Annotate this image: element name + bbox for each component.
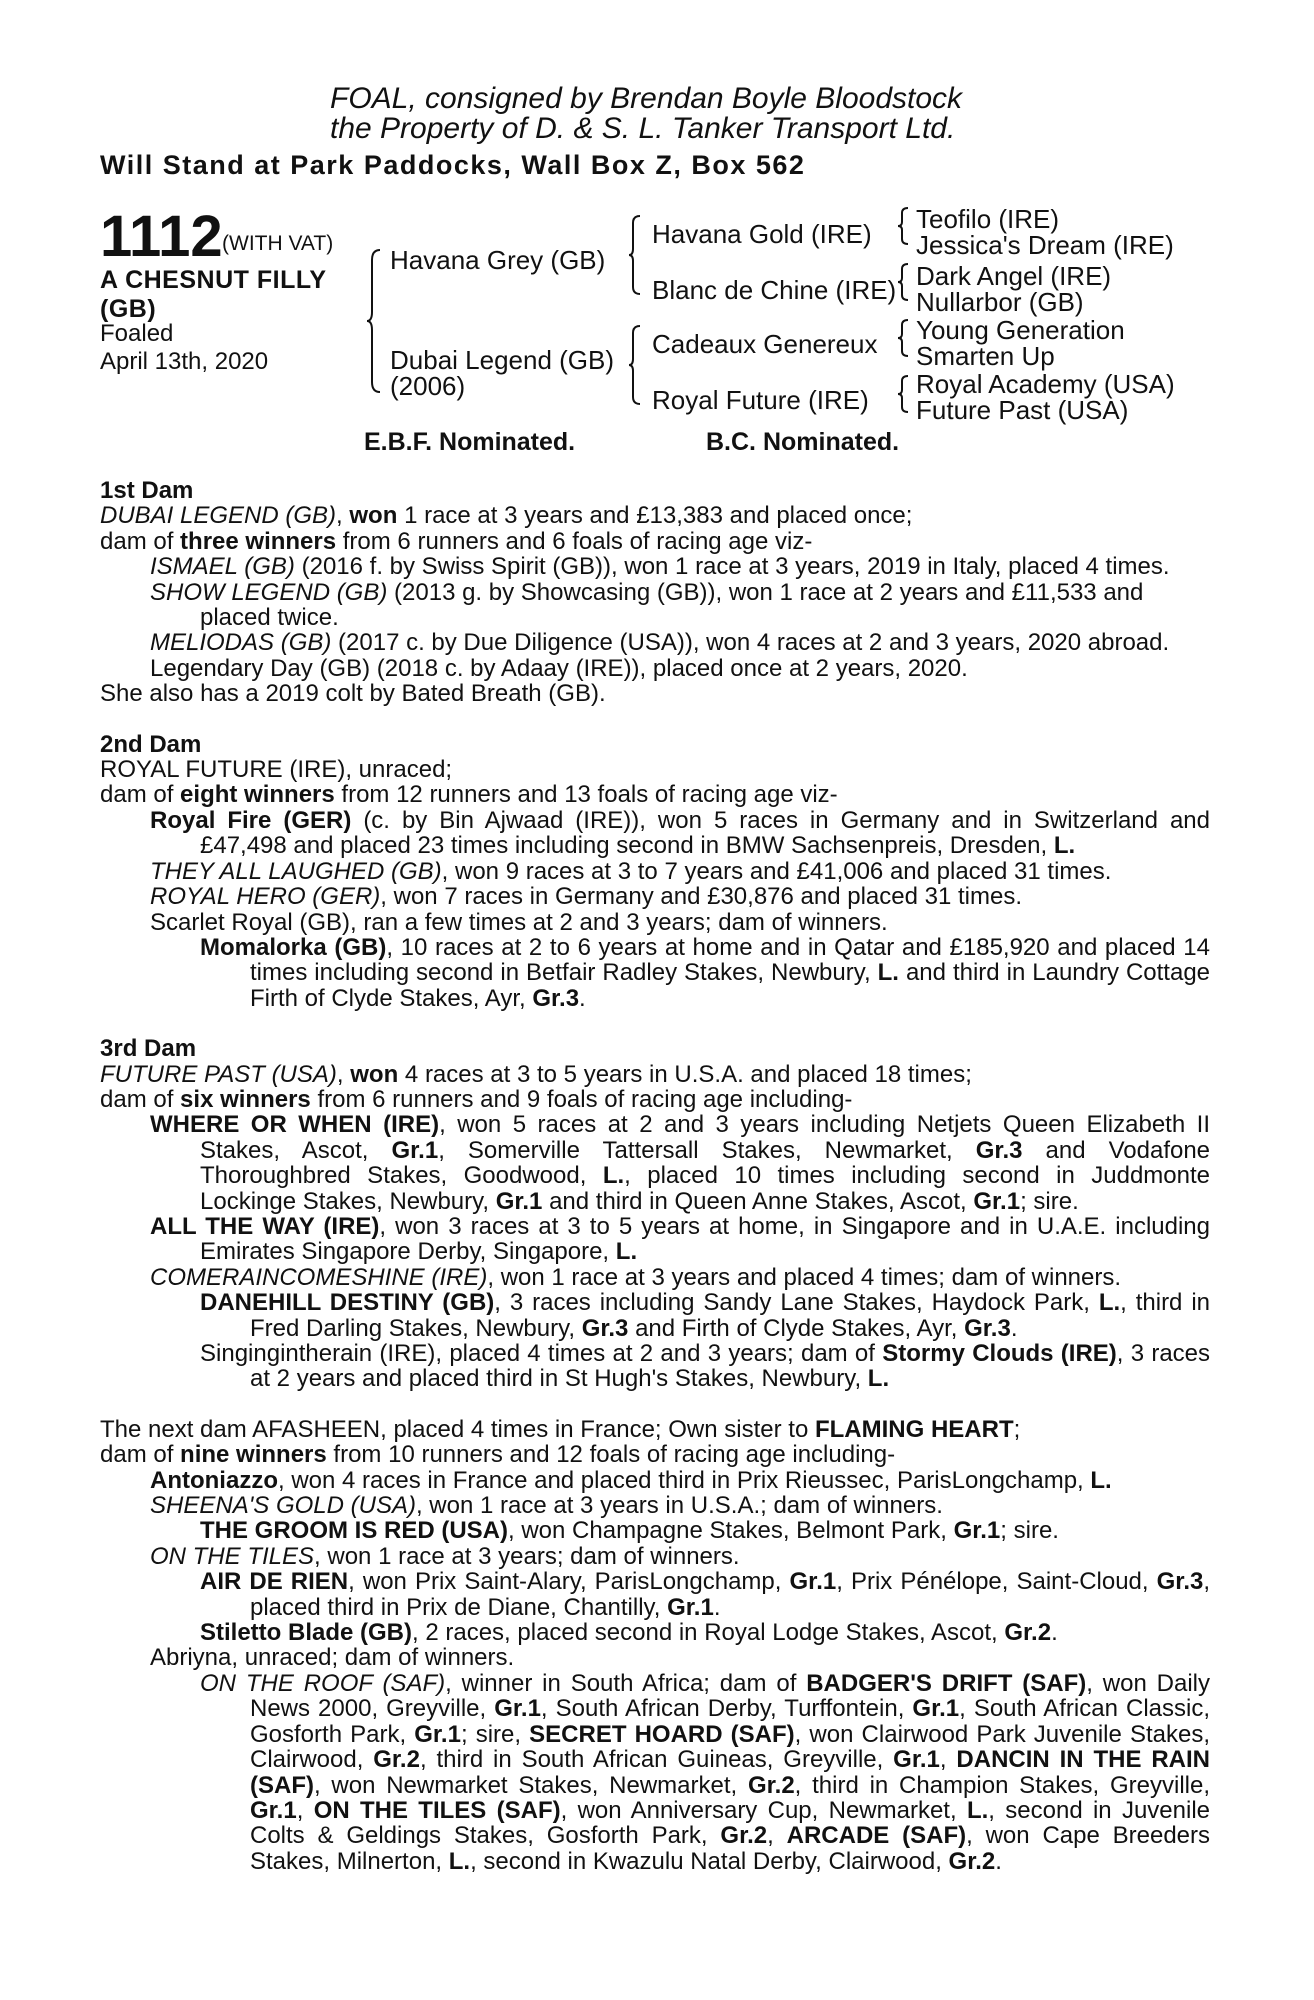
dam-dam: Royal Future (IRE) — [652, 385, 869, 415]
second-dam-line: ROYAL FUTURE (IRE), unraced; — [100, 756, 453, 784]
foal-date: April 13th, 2020 — [100, 348, 269, 375]
sire-sire-sire: Teofilo (IRE) — [916, 204, 1060, 234]
sire: Havana Grey (GB) — [390, 245, 606, 275]
first-dam-produce-summary: dam of three winners from 6 runners and 6 foals of racing age viz- — [100, 527, 813, 555]
produce-entry: Singingintherain (IRE), placed 4 times at 2 and 3 years; dam of Stormy Clouds (IRE), 3 races at 2 years and placed third in St Hugh's Stakes, Newbury, L. — [200, 1340, 1211, 1393]
produce-entry: DANEHILL DESTINY (GB), 3 races including Sandy Lane Stakes, Haydock Park, L., third in Fred Darling Stakes, Newbury, Gr.3 and Firth of Clyde Stakes, Ayr, Gr.3. — [200, 1289, 1210, 1342]
dam-sire-dam: Smarten Up — [916, 341, 1055, 371]
vat-note: (WITH VAT) — [222, 232, 334, 255]
next-dam-produce-summary: dam of nine winners from 10 runners and 12 foals of racing age including- — [100, 1441, 896, 1469]
pedigree-brace-ss — [897, 206, 911, 246]
produce-entry: Royal Fire (GER) (c. by Bin Ajwaad (IRE)), won 5 races in Germany and in Switzerland and £47,498 and placed 23 times including second in BMW Sachsenpreis, Dresden, L. — [150, 806, 1211, 860]
produce-entry: ON THE TILES, won 1 race at 3 years; dam of winners. — [150, 1542, 740, 1570]
foaled-label: Foaled — [100, 320, 174, 347]
produce-entry: AIR DE RIEN, won Prix Saint-Alary, ParisLongchamp, Gr.1, Prix Pénélope, Saint-Cloud, Gr.3, placed third in Prix de Diane, Chantilly, Gr.1. — [200, 1568, 1211, 1621]
produce-entry: THE GROOM IS RED (USA), won Champagne Stakes, Belmont Park, Gr.1; sire. — [200, 1517, 1059, 1545]
dam-sire-sire: Young Generation — [916, 315, 1125, 345]
pedigree-brace-sd — [897, 262, 911, 302]
produce-entry: Momalorka (GB), 10 races at 2 to 6 years at home and in Qatar and £185,920 and placed 14 times including second in Betfair Radley Stakes, Newbury, L. and third in Laundry Cottage Firth of Clyde Stakes, Ayr, Gr.3. — [200, 933, 1211, 1012]
consignor-line: FOAL, consigned by Brendan Boyle Bloodstock — [330, 82, 963, 115]
third-dam-produce-summary: dam of six winners from 6 runners and 9 foals of racing age including- — [100, 1085, 853, 1113]
catalogue-body — [100, 478, 1210, 1874]
next-dam-line: The next dam AFASHEEN, placed 4 times in France; Own sister to FLAMING HEART; — [100, 1415, 1021, 1443]
sire-dam-sire: Dark Angel (IRE) — [916, 261, 1112, 291]
bc-nominated: B.C. Nominated. — [706, 428, 900, 456]
produce-entry: ROYAL HERO (GER), won 7 races in Germany and £30,876 and placed 31 times. — [150, 883, 1022, 911]
produce-entry: MELIODAS (GB) (2017 c. by Due Diligence (USA)), won 4 races at 2 and 3 years, 2020 abroad. — [150, 629, 1170, 657]
stand-location: Will Stand at Park Paddocks, Wall Box Z, Box 562 — [100, 150, 806, 180]
third-dam-line: FUTURE PAST (USA), won 4 races at 3 to 5 years in U.S.A. and placed 18 times; — [100, 1060, 972, 1088]
produce-entry: THEY ALL LAUGHED (GB), won 9 races at 3 to 7 years and £41,006 and placed 31 times. — [150, 857, 1112, 885]
produce-entry: ON THE ROOF (SAF), winner in South Africa; dam of BADGER'S DRIFT (SAF), won Daily News 2000, Greyville, Gr.1, South African Derby, Turffontein, Gr.1, South African Classic, Gosforth Park, Gr.1; sire, SECRET HOARD (SAF), won Clairwood Park Juvenile Stakes, Clairwood, Gr.2, third in South African Guineas, Greyville, Gr.1, DANCIN IN THE RAIN (SAF), won Newmarket Stakes, Newmarket, Gr.2, third in Champion Stakes, Greyville, Gr.1, ON THE TILES (SAF), won Anniversary Cup, Newmarket, L., second in Juvenile Colts & Geldings Stakes, Gosforth Park, Gr.2, ARCADE (SAF), won Cape Breeders Stakes, Milnerton, L., second in Kwazulu Natal Derby, Clairwood, Gr.2. — [200, 1669, 1211, 1875]
colt-note: She also has a 2019 colt by Bated Breath (GB). — [100, 680, 606, 708]
third-dam-heading: 3rd Dam — [100, 1035, 197, 1063]
produce-entry: COMERAINCOMESHINE (IRE), won 1 race at 3 years and placed 4 times; dam of winners. — [150, 1263, 1122, 1291]
pedigree-brace-main — [366, 248, 386, 394]
produce-entry: WHERE OR WHEN (IRE), won 5 races at 2 and 3 years including Netjets Queen Elizabeth II Stakes, Ascot, Gr.1, Somerville Tattersall Stakes, Newmarket, Gr.3 and Vodafone Thoroughbred Stakes, Goodwood, L., placed 10 times including second in Juddmonte Lockinge Stakes, Newbury, Gr.1 and third in Queen Anne Stakes, Ascot, Gr.1; sire. — [150, 1111, 1211, 1215]
dam-sire: Cadeaux Genereux — [652, 329, 878, 359]
first-dam-heading: 1st Dam — [100, 477, 194, 504]
produce-entry: Antoniazzo, won 4 races in France and placed third in Prix Rieussec, ParisLongchamp, L. — [150, 1466, 1112, 1494]
lot-description — [100, 266, 327, 324]
produce-entry: Stiletto Blade (GB), 2 races, placed second in Royal Lodge Stakes, Ascot, Gr.2. — [200, 1619, 1058, 1647]
pedigree-brace-sire — [628, 214, 644, 296]
produce-entry: ALL THE WAY (IRE), won 3 races at 3 to 5 years at home, in Singapore and in U.A.E. including Emirates Singapore Derby, Singapore, L. — [150, 1212, 1210, 1266]
sire-sire-dam: Jessica's Dream (IRE) — [916, 230, 1174, 260]
sire-sire: Havana Gold (IRE) — [652, 219, 872, 249]
dam-dam-sire: Royal Academy (USA) — [916, 369, 1175, 399]
property-line: the Property of D. & S. L. Tanker Transport Ltd. — [330, 112, 956, 145]
pedigree-brace-dd — [897, 374, 911, 414]
second-dam-heading: 2nd Dam — [100, 730, 202, 758]
pedigree-brace-dam — [628, 324, 644, 406]
lot-number: 1112 — [100, 204, 223, 269]
dam-dam-dam: Future Past (USA) — [916, 395, 1129, 425]
produce-entry: SHOW LEGEND (GB) (2013 g. by Showcasing (GB)), won 1 race at 2 years and £11,533 and placed twice. — [150, 578, 1144, 632]
produce-entry: SHEENA'S GOLD (USA), won 1 race at 3 years in U.S.A.; dam of winners. — [150, 1492, 943, 1520]
sire-dam-dam: Nullarbor (GB) — [916, 287, 1084, 317]
sire-dam: Blanc de Chine (IRE) — [652, 275, 897, 305]
lot-origin: (GB) — [100, 295, 157, 323]
produce-entry: ISMAEL (GB) (2016 f. by Swiss Spirit (GB)), won 1 race at 3 years, 2019 in Italy, placed 4 times. — [150, 553, 1170, 581]
ebf-nominated: E.B.F. Nominated. — [364, 428, 576, 456]
produce-entry: Abriyna, unraced; dam of winners. — [150, 1644, 515, 1672]
produce-entry: Legendary Day (GB) (2018 c. by Adaay (IRE)), placed once at 2 years, 2020. — [150, 654, 968, 682]
produce-entry: Scarlet Royal (GB), ran a few times at 2 and 3 years; dam of winners. — [150, 908, 888, 936]
pedigree-brace-ds — [897, 318, 911, 358]
dam-year: (2006) — [390, 371, 466, 401]
dam: Dubai Legend (GB) — [390, 345, 615, 375]
second-dam-produce-summary: dam of eight winners from 12 runners and 13 foals of racing age viz- — [100, 781, 838, 809]
first-dam-line: DUBAI LEGEND (GB), won 1 race at 3 years and £13,383 and placed once; — [100, 502, 913, 530]
lot-title: A CHESNUT FILLY — [100, 266, 327, 294]
